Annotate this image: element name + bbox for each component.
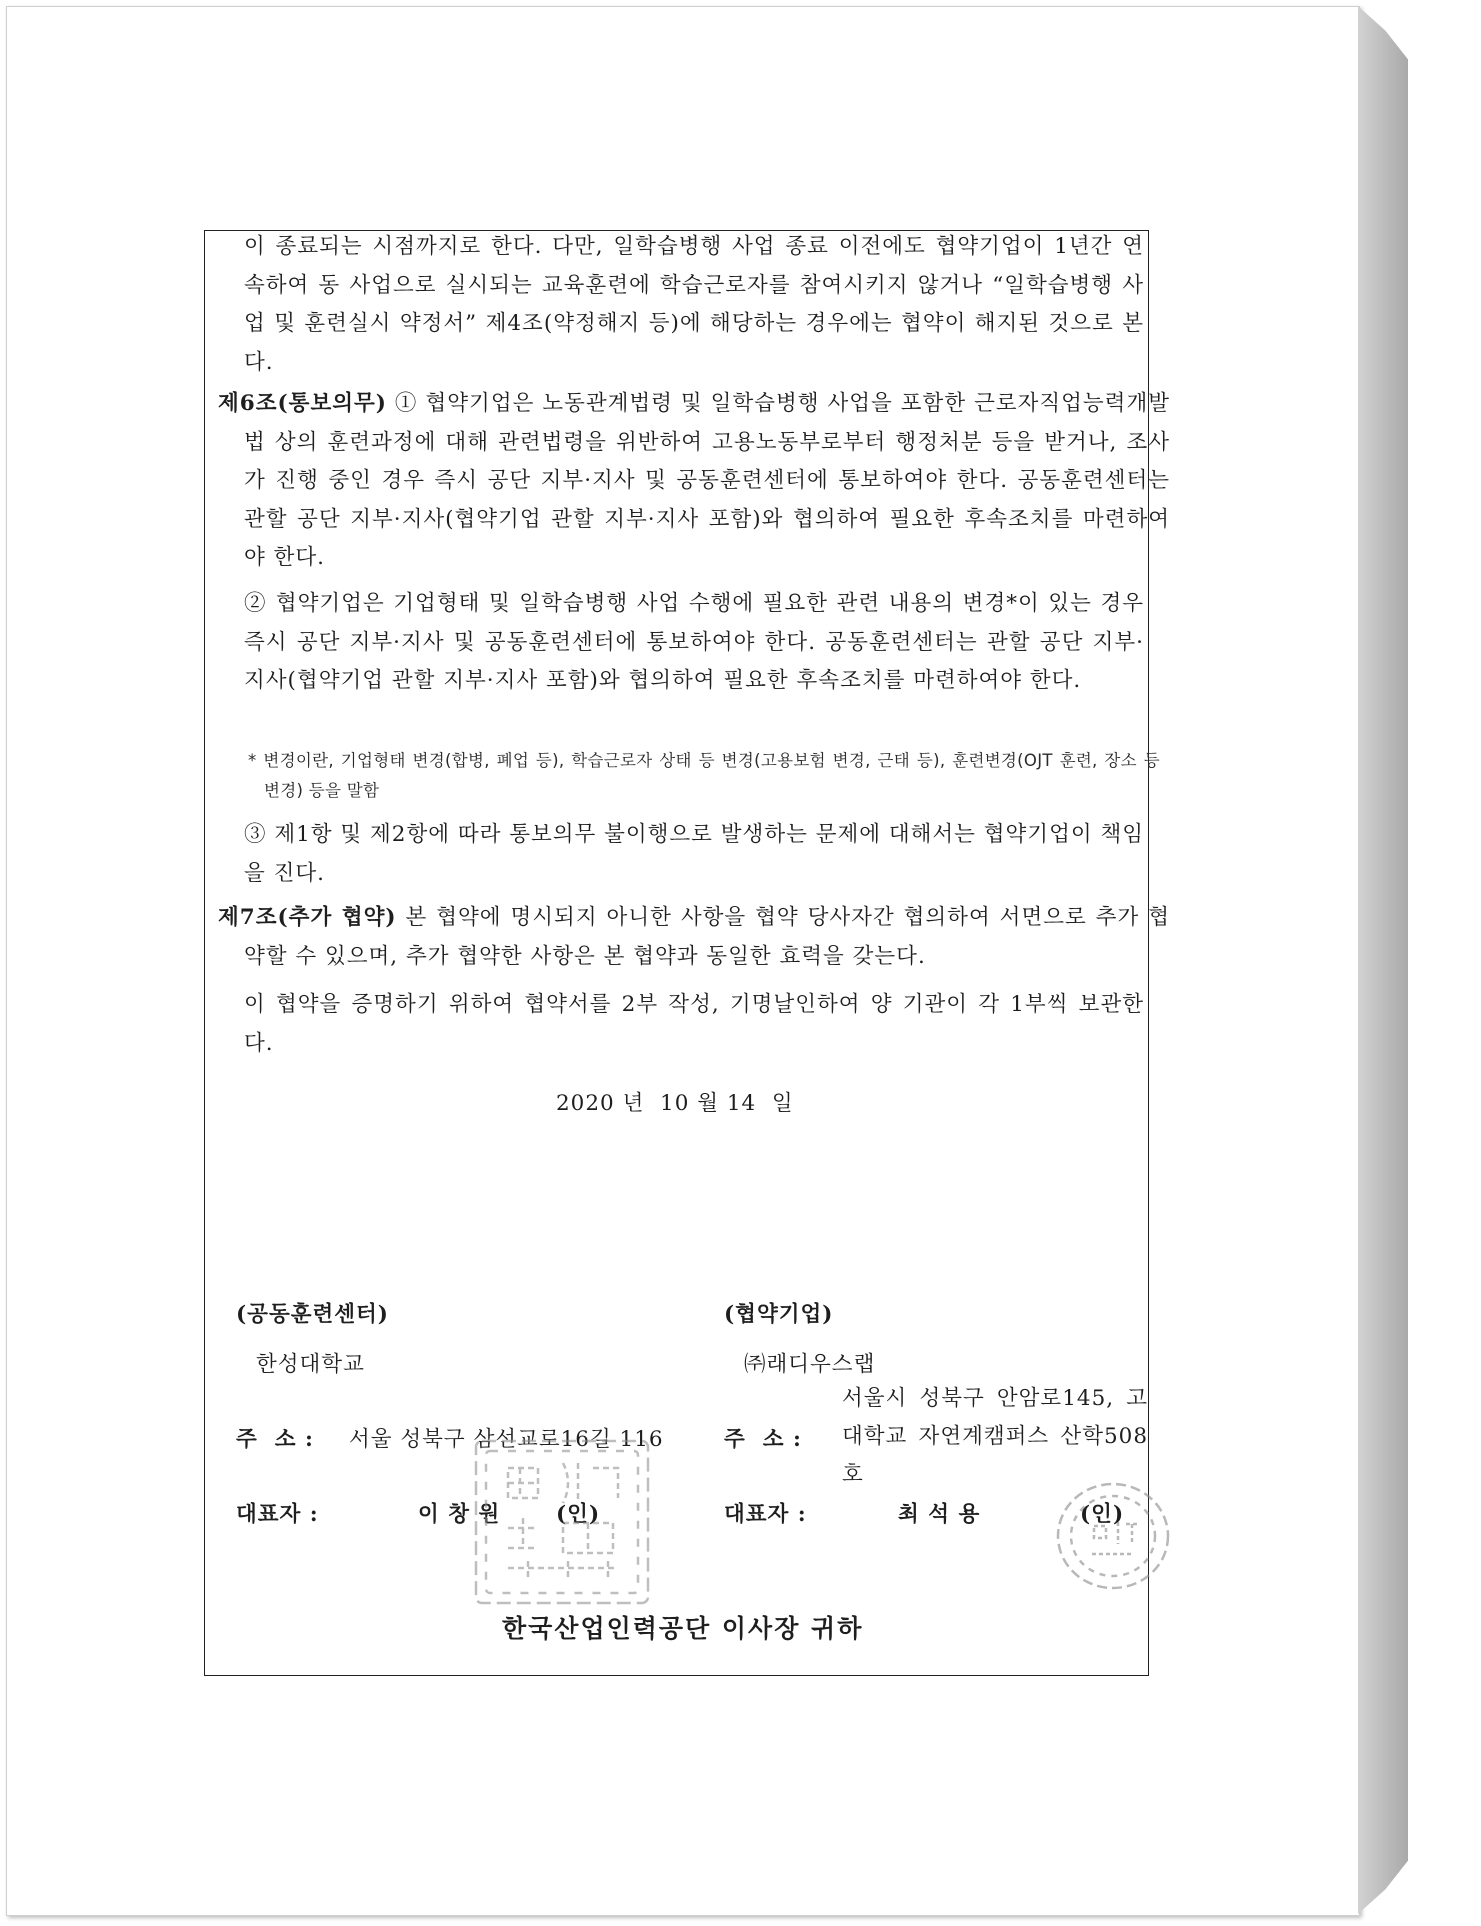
left-seal-mark: (인) — [556, 1502, 601, 1527]
article-6-clause-2: ② 협약기업은 기업형태 및 일학습병행 사업 수행에 필요한 관련 내용의 변경*이 있는 경우 즉시 공단 지부·지사 및 공동훈련센터에 통보하여야 한다. 공동훈련센터는 관할 공단 지부·지사(협약기업 관할 지부·지사 포함)와 협의하여 필요한 후속조치를 마련하여야 한다. — [244, 591, 1144, 693]
left-rep-label: 대표자 : — [236, 1502, 319, 1527]
article-6-title: 제6조(통보의무) — [218, 391, 387, 416]
right-seal-mark: (인) — [1080, 1502, 1125, 1527]
article-6-clause-1-text: ① 협약기업은 노동관계법령 및 일학습병행 사업을 포함한 근로자직업능력개발법 상의 훈련과정에 대해 관련법령을 위반하여 고용노동부로부터 행정처분 등을 받거나, 조사가 진행 중인 경우 즉시 공단 지부·지사 및 공동훈련센터에 통보하여야 한다. 공동훈련센터는 관할 공단 지부·지사(협약기업 관할 지부·지사 포함)와 협의하여 필요한 후속조치를 마련하여야 한다. — [244, 391, 1170, 570]
article-6-footnote: * 변경이란, 기업형태 변경(합병, 폐업 등), 학습근로자 상태 등 변경(고용보험 변경, 근태 등), 훈련변경(OJT 훈련, 장소 등 변경) 등을 말함 — [248, 751, 1160, 800]
article-7-title: 제7조(추가 협약) — [218, 905, 397, 930]
left-address: 서울 성북구 삼선교로16길 116 — [349, 1427, 664, 1452]
left-party-heading: (공동훈련센터) — [236, 1302, 389, 1327]
date-day: 14 — [726, 1091, 757, 1116]
page-edge-shadow — [1358, 6, 1408, 1914]
right-party-heading: (협약기업) — [724, 1302, 834, 1327]
paragraph-continuation: 이 종료되는 시점까지로 한다. 다만, 일학습병행 사업 종료 이전에도 협약기업이 1년간 연속하여 동 사업으로 실시되는 교육훈련에 학습근로자를 참여시키지 않거나 “일학습병행 사업 및 훈련실시 약정서” 제4조(약정해지 등)에 해당하는 경우에는 협약이 해지된 것으로 본다. — [244, 234, 1144, 375]
right-rep-label: 대표자 : — [724, 1502, 807, 1527]
closing-statement: 이 협약을 증명하기 위하여 협약서를 2부 작성, 기명날인하여 양 기관이 각 1부씩 보관한다. — [244, 992, 1144, 1056]
recipient-line: 한국산업인력공단 이사장 귀하 — [502, 1614, 864, 1643]
article-7 — [218, 899, 1170, 976]
article-6-clause-1 — [218, 385, 1170, 578]
right-company-seal-stamp — [1052, 1478, 1174, 1594]
left-rep-name: 이 창 원 — [418, 1502, 501, 1527]
left-address-label: 주 소 : — [236, 1427, 314, 1452]
date-year: 2020 — [556, 1091, 615, 1116]
right-address-label: 주 소 : — [724, 1427, 802, 1452]
article-6-clause-3: ③ 제1항 및 제2항에 따라 통보의무 불이행으로 발생하는 문제에 대해서는 협약기업이 책임을 진다. — [244, 822, 1144, 886]
left-official-seal-stamp — [468, 1433, 658, 1611]
right-rep-name: 최 석 용 — [898, 1502, 981, 1527]
right-address: 서울시 성북구 안암로145, 고대학교 자연계캠퍼스 산학508호 — [842, 1386, 1148, 1487]
date-month: 10 — [660, 1091, 690, 1116]
article-7-text: 본 협약에 명시되지 아니한 사항을 협약 당사자간 협의하여 서면으로 추가 협약할 수 있으며, 추가 협약한 사항은 본 협약과 동일한 효력을 갖는다. — [244, 905, 1170, 969]
agreement-date: 2020 년 10 월 14 일 — [556, 1091, 794, 1116]
left-party-name: 한성대학교 — [256, 1352, 365, 1377]
right-party-name: ㈜래디우스랩 — [744, 1352, 876, 1377]
